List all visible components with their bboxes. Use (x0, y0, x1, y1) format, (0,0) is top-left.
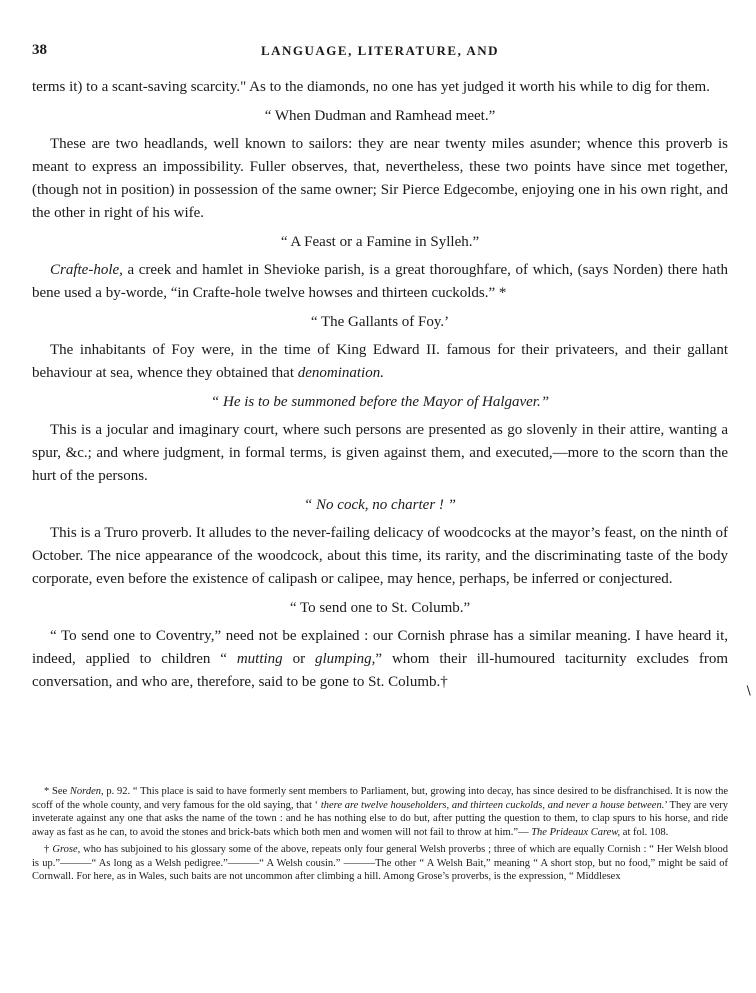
italic-denomination: denomination. (297, 365, 384, 381)
proverb-heading-st-columb: “ To send one to St. Columb.” (289, 600, 471, 616)
fn1-c: ’ They are very inveterate against any one that asks the name of the town : and he has nothing else to do but, after putting the question to them, to clap spurs to his horse, and ride away as fast as he can, to avoid the stones and brick-bats which both men and women will not fail to throw at him.”— (32, 799, 728, 838)
fn1-b: p. 92. “ This place is said to have formerly sent members to Parliament, but, growing into decay, has since desired to be disfranchised. It is now the scoff of the whole county, and very famous for the old saying, that ‘ (32, 786, 728, 811)
fn2-italic-grose: Grose, (52, 844, 81, 855)
fn2-b: who has subjoined to his glossary some of the above, repeats only four general Welsh proverbs ; three of which are equally Cornish : “ Her Welsh blood is up.”———“ As long as a Welsh pedigree.”———“ A Welsh cousin.” ———The other “ A Welsh Bait,” meaning “ A short stop, but no food,” might be said of Cornwall. For here, as in Wales, such baits are not uncommon after climbing a hill. Among Grose’s proverbs, is the expression, “ Middlesex (32, 844, 729, 882)
footnotes (32, 785, 728, 888)
proverb-heading-no-cock: “ No cock, no charter ! ” (303, 497, 457, 513)
paragraph-dudman: These are two headlands, well known to sailors: they are near twenty miles asunder; whence this proverb is meant to express an impossibility. Fuller observes, that, nevertheless, these two points have since met together, (though not in position) in possession of the same owner; Sir Pierce Edgecombe, enjoying one in his own right, and the other in right of his wife. (32, 136, 728, 221)
page-header (32, 42, 728, 62)
italic-crafte-hole: Crafte-hole, (50, 262, 123, 278)
footnote-grose (32, 843, 728, 884)
footnote-norden (32, 785, 728, 839)
paragraph-continued: terms it) to a scant-saving scarcity." As to the diamonds, no one has yet judged it worth his while to dig for them. (32, 79, 710, 95)
paragraph-st-columb-c: ” whom their ill-humoured taciturnity excludes from conversation, and who are, therefore, said to be gone to St. Columb.† (32, 651, 729, 690)
proverb-heading-foy: “ The Gallants of Foy.’ (310, 314, 450, 330)
main-text (32, 76, 728, 694)
margin-mark: ∖ (744, 684, 752, 698)
paragraph-halgaver: This is a jocular and imaginary court, where such persons are presented as go slovenly in their attire, wanting a spur, &c.; and where judgment, in formal terms, is given against them, and executed,—more to the scorn than the hurt of the persons. (32, 422, 728, 484)
paragraph-foy-text: The inhabitants of Foy were, in the time of King Edward II. famous for their privateers, and their gallant behaviour at sea, whence they obtained that (32, 342, 728, 381)
fn1-italic-norden: Norden, (69, 786, 104, 797)
paragraph-st-columb-b: or (282, 651, 315, 667)
fn1-italic-prideaux: The Prideaux Carew, (531, 826, 621, 838)
fn2-a: † (44, 844, 53, 855)
paragraph-truro: This is a Truro proverb. It alludes to the never-failing delicacy of woodcocks at the mayor’s feast, on the ninth of October. The nice appearance of the woodcock, about this time, its rarity, and the discriminating taste of the body corporate, even before the existence of calipash or calipee, may hence, perhaps, be inferred or conjectured. (32, 525, 728, 587)
fn1-a: * See (44, 786, 70, 797)
paragraph-foy (32, 339, 728, 385)
running-head: LANGUAGE, LITERATURE, AND (260, 43, 500, 58)
fn1-italic-quote: there are twelve householders, and thirteen cuckolds, and never a house between. (320, 799, 665, 811)
paragraph-st-columb (32, 625, 728, 694)
proverb-heading-halgaver: “ He is to be summoned before the Mayor of Halgaver.” (210, 394, 550, 410)
paragraph-st-columb-a: “ To send one to Coventry,” need not be explained : our Cornish phrase has a similar meaning. I have heard it, indeed, applied to children “ (32, 628, 728, 667)
proverb-heading-dudman: “ When Dudman and Ramhead meet.” (264, 108, 496, 124)
paragraph-sylleh-text: a creek and hamlet in Shevioke parish, is a great thoroughfare, of which, (says Norden) there hath bene used a by-worde, “in Crafte-hole twelve howses and thirteen cuckolds.” * (32, 262, 728, 301)
italic-glumping: glumping, (314, 651, 376, 667)
italic-mutting: mutting (236, 651, 283, 667)
proverb-heading-sylleh: “ A Feast or a Famine in Sylleh.” (280, 234, 480, 250)
page-number: 38 (32, 42, 47, 58)
paragraph-sylleh (32, 259, 728, 305)
fn1-d: at fol. 108. (620, 826, 669, 838)
